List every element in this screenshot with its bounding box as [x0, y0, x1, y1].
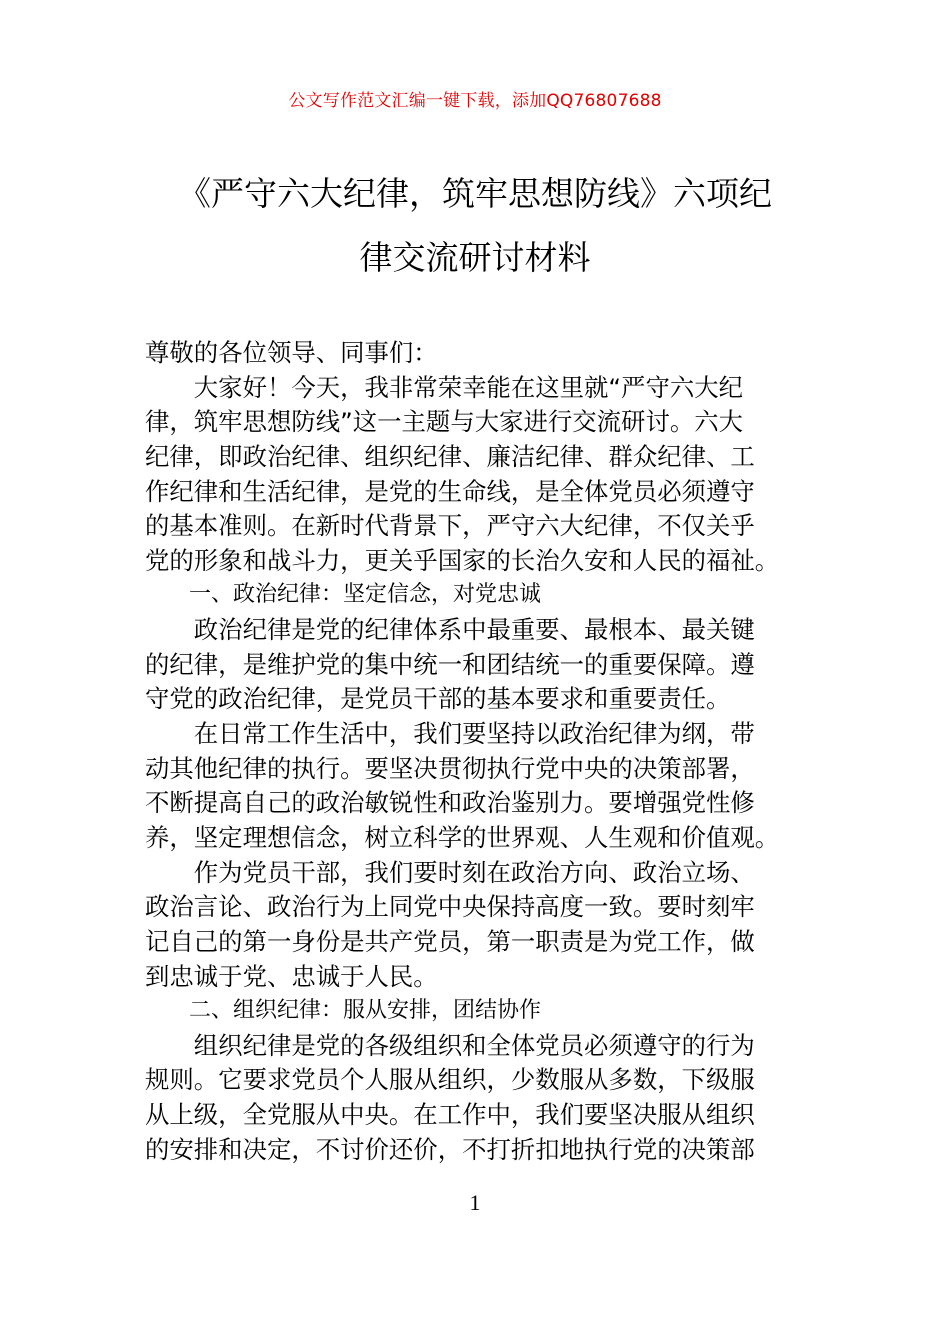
title-line: 律交流研讨材料: [359, 238, 591, 277]
body-line: 在日常工作生活中，我们要坚持以政治纪律为纲，带: [145, 719, 755, 749]
body-line: 大家好！今天，我非常荣幸能在这里就“严守六大纪: [145, 372, 744, 402]
body-line: 政治纪律是党的纪律体系中最重要、最根本、最关键: [145, 615, 755, 645]
body-line: 作为党员干部，我们要时刻在政治方向、政治立场、: [145, 857, 755, 887]
body-line: 的安排和决定，不讨价还价，不打折扣地执行党的决策部: [145, 1134, 755, 1164]
header-note: 公文写作范文汇编一键下载，添加QQ76807688: [288, 91, 662, 111]
body-line: 从上级，全党服从中央。在工作中，我们要坚决服从组织: [145, 1100, 755, 1130]
section-heading: 一、政治纪律：坚定信念，对党忠诚: [145, 582, 542, 608]
body-line: 养，坚定理想信念，树立科学的世界观、人生观和价值观。: [145, 822, 780, 852]
body-line: 的纪律，是维护党的集中统一和团结统一的重要保障。遵: [145, 649, 755, 679]
document-title: [140, 162, 810, 290]
body-line: 组织纪律是党的各级组织和全体党员必须遵守的行为: [145, 1030, 755, 1060]
document-body: [145, 336, 810, 1167]
body-line: 的基本准则。在新时代背景下，严守六大纪律，不仅关乎: [145, 511, 755, 541]
salutation: 尊敬的各位领导、同事们：: [145, 338, 438, 367]
body-line: 纪律，即政治纪律、组织纪律、廉洁纪律、群众纪律、工: [145, 441, 755, 471]
body-line: 政治言论、政治行为上同党中央保持高度一致。要时刻牢: [145, 892, 755, 922]
body-line: 规则。它要求党员个人服从组织，少数服从多数，下级服: [145, 1065, 755, 1095]
section-heading: 二、组织纪律：服从安排，团结协作: [145, 998, 542, 1024]
body-line: 党的形象和战斗力，更关乎国家的长治久安和人民的福祉。: [145, 545, 780, 575]
body-line: 不断提高自己的政治敏锐性和政治鉴别力。要增强党性修: [145, 788, 755, 818]
title-line: 《严守六大纪律，筑牢思想防线》六项纪: [178, 174, 772, 213]
body-line: 到忠诚于党、忠诚于人民。: [145, 961, 438, 991]
body-line: 记自己的第一身份是共产党员，第一职责是为党工作，做: [145, 926, 755, 956]
page-number: 1: [469, 1190, 481, 1215]
body-line: 动其他纪律的执行。要坚决贯彻执行党中央的决策部署，: [145, 753, 755, 783]
body-line: 守党的政治纪律，是党员干部的基本要求和重要责任。: [145, 684, 731, 714]
body-line: 作纪律和生活纪律，是党的生命线，是全体党员必须遵守: [145, 476, 755, 506]
body-line: 律，筑牢思想防线”这一主题与大家进行交流研讨。六大: [145, 407, 744, 437]
